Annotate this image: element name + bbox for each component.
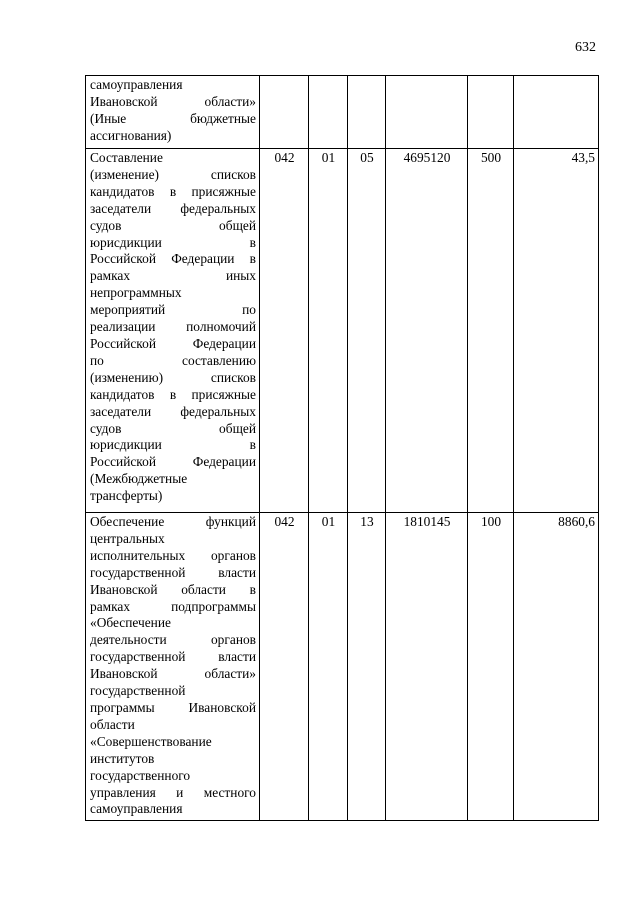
description-line: Российской Федерации	[90, 454, 256, 470]
description-line: деятельности органов	[90, 632, 256, 648]
description-line: государственной власти	[90, 564, 256, 580]
amount-cell: 8860,6	[514, 513, 599, 821]
description-line: заседатели федеральных	[90, 403, 256, 419]
description-line: (Межбюджетные	[90, 471, 188, 487]
expense-description	[86, 76, 260, 149]
description-line: реализации полномочий	[90, 319, 256, 335]
expense-type-cell: 100	[468, 513, 514, 821]
description-line: Российской Федерации	[90, 335, 256, 351]
description-line: управления и местного	[90, 784, 256, 800]
description-line: «Совершенствование	[90, 733, 212, 749]
description-line: (изменение) списков	[90, 166, 256, 182]
description-line: кандидатов в присяжные	[90, 386, 256, 402]
amount-cell	[514, 76, 599, 149]
description-line: (Иные бюджетные	[90, 110, 256, 126]
expense-type-cell	[468, 76, 514, 149]
description-line: Обеспечение функций	[90, 514, 256, 529]
description-line: кандидатов в присяжные	[90, 183, 256, 199]
description-line: государственного	[90, 767, 191, 783]
budget-table	[85, 75, 599, 821]
subsection-code-cell: 05	[348, 149, 386, 513]
description-line: мероприятий по	[90, 302, 256, 318]
description-line: институтов	[90, 750, 155, 766]
description-line: исполнительных органов	[90, 547, 256, 563]
description-line: непрограммных	[90, 285, 182, 301]
description-line: программы Ивановской	[90, 699, 256, 715]
table-row	[86, 149, 599, 513]
section-code-cell: 01	[309, 513, 348, 821]
description-line: Ивановской области в	[90, 581, 256, 597]
description-line: Российской Федерации в	[90, 251, 256, 267]
description-line: государственной власти	[90, 649, 256, 665]
description-line: рамках иных	[90, 268, 256, 284]
description-line: Ивановской области»	[90, 93, 256, 109]
description-line: «Обеспечение	[90, 615, 171, 631]
table-row	[86, 513, 599, 821]
description-line: судов общей	[90, 217, 256, 233]
target-article-cell: 4695120	[386, 149, 468, 513]
description-line: юрисдикции в	[90, 437, 256, 453]
target-article-cell: 1810145	[386, 513, 468, 821]
description-line: трансферты)	[90, 488, 163, 504]
description-line: центральных	[90, 530, 165, 546]
description-line: юрисдикции в	[90, 234, 256, 250]
page-number: 632	[575, 40, 596, 55]
ministry-code-cell	[260, 76, 309, 149]
ministry-code-cell: 042	[260, 513, 309, 821]
description-line: Ивановской области»	[90, 666, 256, 682]
amount-cell: 43,5	[514, 149, 599, 513]
description-line: самоуправления	[90, 801, 183, 817]
description-line: Составление	[90, 150, 163, 165]
description-line: ассигнования)	[90, 127, 172, 143]
description-line: самоуправления	[90, 77, 183, 92]
subsection-code-cell: 13	[348, 513, 386, 821]
target-article-cell	[386, 76, 468, 149]
description-line: по составлению	[90, 352, 256, 368]
expense-description	[86, 513, 260, 821]
section-code-cell: 01	[309, 149, 348, 513]
description-line: государственной	[90, 683, 186, 699]
description-line: заседатели федеральных	[90, 200, 256, 216]
expense-type-cell: 500	[468, 149, 514, 513]
description-line: судов общей	[90, 420, 256, 436]
description-line: (изменению) списков	[90, 369, 256, 385]
table-row	[86, 76, 599, 149]
ministry-code-cell: 042	[260, 149, 309, 513]
description-line: рамках подпрограммы	[90, 598, 256, 614]
section-code-cell	[309, 76, 348, 149]
expense-description	[86, 149, 260, 513]
description-line: области	[90, 716, 135, 732]
subsection-code-cell	[348, 76, 386, 149]
